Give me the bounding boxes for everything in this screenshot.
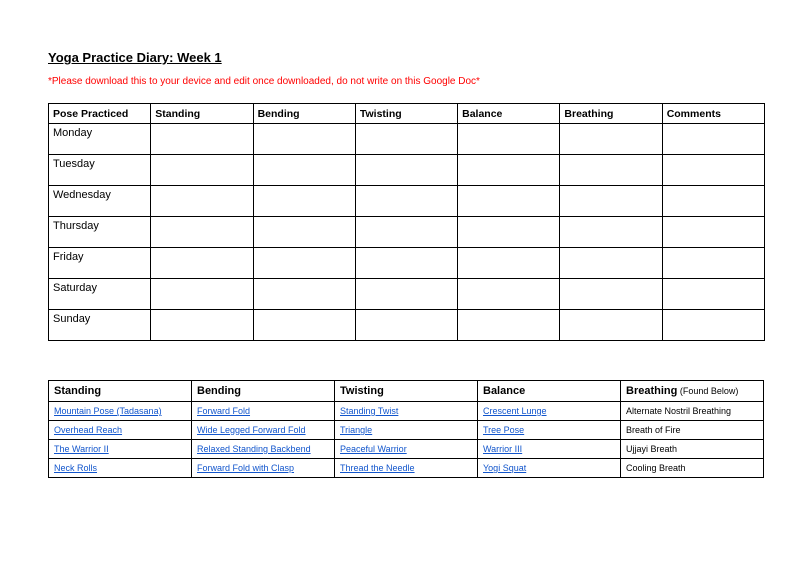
diary-col-header-twisting: Twisting bbox=[355, 104, 457, 124]
diary-entry-cell-saturday-breathing bbox=[560, 279, 662, 310]
pose-cell-the-warrior-ii bbox=[49, 440, 192, 459]
diary-col-header-comments: Comments bbox=[662, 104, 764, 124]
page-title: Yoga Practice Diary: Week 1 bbox=[48, 50, 222, 65]
pose-link-standing-twist[interactable]: Standing Twist bbox=[340, 406, 399, 416]
poses-header-label: Balance bbox=[483, 385, 526, 397]
breathing-item-cooling-breath: Cooling Breath bbox=[621, 459, 764, 478]
pose-link-relaxed-standing-backbend[interactable]: Relaxed Standing Backbend bbox=[197, 444, 311, 454]
pose-cell-forward-fold-with-clasp bbox=[192, 459, 335, 478]
diary-row-thursday bbox=[49, 217, 765, 248]
poses-col-header-standing bbox=[49, 381, 192, 402]
pose-link-triangle[interactable]: Triangle bbox=[340, 425, 373, 435]
diary-col-header-bending: Bending bbox=[253, 104, 355, 124]
diary-entry-cell-monday-twisting bbox=[355, 124, 457, 155]
day-label-tuesday: Tuesday bbox=[49, 155, 151, 186]
pose-link-wide-legged-forward-fold[interactable]: Wide Legged Forward Fold bbox=[197, 425, 306, 435]
day-label-thursday: Thursday bbox=[49, 217, 151, 248]
diary-entry-cell-thursday-breathing bbox=[560, 217, 662, 248]
diary-entry-cell-thursday-comments bbox=[662, 217, 764, 248]
diary-entry-cell-friday-comments bbox=[662, 248, 764, 279]
diary-entry-cell-tuesday-standing bbox=[151, 155, 253, 186]
pose-cell-triangle bbox=[335, 421, 478, 440]
diary-entry-cell-thursday-balance bbox=[458, 217, 560, 248]
pose-cell-tree-pose bbox=[478, 421, 621, 440]
pose-cell-warrior-iii bbox=[478, 440, 621, 459]
diary-entry-cell-friday-balance bbox=[458, 248, 560, 279]
diary-entry-cell-thursday-standing bbox=[151, 217, 253, 248]
diary-entry-cell-wednesday-balance bbox=[458, 186, 560, 217]
day-label-saturday: Saturday bbox=[49, 279, 151, 310]
diary-entry-cell-monday-breathing bbox=[560, 124, 662, 155]
diary-entry-cell-friday-standing bbox=[151, 248, 253, 279]
diary-entry-cell-monday-balance bbox=[458, 124, 560, 155]
pose-link-yogi-squat[interactable]: Yogi Squat bbox=[483, 463, 527, 473]
poses-header-row bbox=[49, 381, 764, 402]
poses-row-4 bbox=[49, 459, 764, 478]
diary-entry-cell-friday-breathing bbox=[560, 248, 662, 279]
poses-row-3 bbox=[49, 440, 764, 459]
weekly-diary-table bbox=[48, 103, 765, 341]
diary-entry-cell-tuesday-bending bbox=[253, 155, 355, 186]
diary-entry-cell-saturday-comments bbox=[662, 279, 764, 310]
diary-entry-cell-tuesday-balance bbox=[458, 155, 560, 186]
diary-entry-cell-tuesday-twisting bbox=[355, 155, 457, 186]
diary-entry-cell-friday-bending bbox=[253, 248, 355, 279]
diary-entry-cell-thursday-twisting bbox=[355, 217, 457, 248]
diary-entry-cell-saturday-standing bbox=[151, 279, 253, 310]
pose-link-peaceful-warrior[interactable]: Peaceful Warrior bbox=[340, 444, 407, 454]
breathing-item-breath-of-fire: Breath of Fire bbox=[621, 421, 764, 440]
pose-cell-forward-fold bbox=[192, 402, 335, 421]
poses-header-label: Standing bbox=[54, 385, 102, 397]
day-label-wednesday: Wednesday bbox=[49, 186, 151, 217]
diary-row-saturday bbox=[49, 279, 765, 310]
pose-cell-neck-rolls bbox=[49, 459, 192, 478]
poses-col-header-bending bbox=[192, 381, 335, 402]
diary-entry-cell-wednesday-breathing bbox=[560, 186, 662, 217]
pose-link-overhead-reach[interactable]: Overhead Reach bbox=[54, 425, 123, 435]
pose-link-forward-fold[interactable]: Forward Fold bbox=[197, 406, 251, 416]
diary-header-row bbox=[49, 104, 765, 124]
pose-link-crescent-lunge[interactable]: Crescent Lunge bbox=[483, 406, 547, 416]
diary-col-header-balance: Balance bbox=[458, 104, 560, 124]
diary-entry-cell-wednesday-standing bbox=[151, 186, 253, 217]
pose-link-warrior-iii[interactable]: Warrior III bbox=[483, 444, 523, 454]
poses-header-label: Breathing bbox=[626, 385, 678, 397]
poses-header-label: Twisting bbox=[340, 385, 384, 397]
pose-link-tree-pose[interactable]: Tree Pose bbox=[483, 425, 525, 435]
diary-entry-cell-friday-twisting bbox=[355, 248, 457, 279]
pose-cell-overhead-reach bbox=[49, 421, 192, 440]
pose-library-table bbox=[48, 380, 764, 478]
pose-link-the-warrior-ii[interactable]: The Warrior II bbox=[54, 444, 109, 454]
download-notice: *Please download this to your device and edit once downloaded, do not write on this Google Doc* bbox=[48, 76, 480, 87]
pose-cell-thread-the-needle bbox=[335, 459, 478, 478]
diary-row-sunday bbox=[49, 310, 765, 341]
diary-entry-cell-sunday-standing bbox=[151, 310, 253, 341]
diary-col-header-breathing: Breathing bbox=[560, 104, 662, 124]
pose-link-neck-rolls[interactable]: Neck Rolls bbox=[54, 463, 98, 473]
diary-col-header-standing: Standing bbox=[151, 104, 253, 124]
diary-row-friday bbox=[49, 248, 765, 279]
day-label-monday: Monday bbox=[49, 124, 151, 155]
diary-row-monday bbox=[49, 124, 765, 155]
diary-entry-cell-sunday-bending bbox=[253, 310, 355, 341]
pose-cell-yogi-squat bbox=[478, 459, 621, 478]
diary-entry-cell-tuesday-breathing bbox=[560, 155, 662, 186]
diary-row-wednesday bbox=[49, 186, 765, 217]
pose-cell-mountain-pose-tadasana bbox=[49, 402, 192, 421]
day-label-sunday: Sunday bbox=[49, 310, 151, 341]
poses-col-header-twisting bbox=[335, 381, 478, 402]
diary-entry-cell-sunday-twisting bbox=[355, 310, 457, 341]
diary-entry-cell-saturday-bending bbox=[253, 279, 355, 310]
diary-entry-cell-thursday-bending bbox=[253, 217, 355, 248]
diary-entry-cell-sunday-comments bbox=[662, 310, 764, 341]
pose-cell-wide-legged-forward-fold bbox=[192, 421, 335, 440]
diary-entry-cell-monday-comments bbox=[662, 124, 764, 155]
diary-entry-cell-monday-bending bbox=[253, 124, 355, 155]
diary-entry-cell-wednesday-bending bbox=[253, 186, 355, 217]
poses-col-header-breathing bbox=[621, 381, 764, 402]
diary-entry-cell-saturday-twisting bbox=[355, 279, 457, 310]
diary-entry-cell-sunday-breathing bbox=[560, 310, 662, 341]
pose-cell-relaxed-standing-backbend bbox=[192, 440, 335, 459]
pose-link-mountain-pose-tadasana[interactable]: Mountain Pose (Tadasana) bbox=[54, 406, 162, 416]
day-label-friday: Friday bbox=[49, 248, 151, 279]
pose-link-forward-fold-with-clasp[interactable]: Forward Fold with Clasp bbox=[197, 463, 295, 473]
poses-row-1 bbox=[49, 402, 764, 421]
diary-entry-cell-tuesday-comments bbox=[662, 155, 764, 186]
diary-row-tuesday bbox=[49, 155, 765, 186]
pose-cell-crescent-lunge bbox=[478, 402, 621, 421]
poses-row-2 bbox=[49, 421, 764, 440]
diary-entry-cell-sunday-balance bbox=[458, 310, 560, 341]
found-below-note: (Found Below) bbox=[677, 386, 739, 396]
poses-col-header-balance bbox=[478, 381, 621, 402]
poses-header-label: Bending bbox=[197, 385, 241, 397]
pose-cell-standing-twist bbox=[335, 402, 478, 421]
diary-col-header-pose-practiced: Pose Practiced bbox=[49, 104, 151, 124]
diary-entry-cell-wednesday-twisting bbox=[355, 186, 457, 217]
breathing-item-alternate-nostril-breathing: Alternate Nostril Breathing bbox=[621, 402, 764, 421]
pose-link-thread-the-needle[interactable]: Thread the Needle bbox=[340, 463, 415, 473]
pose-cell-peaceful-warrior bbox=[335, 440, 478, 459]
diary-entry-cell-saturday-balance bbox=[458, 279, 560, 310]
diary-entry-cell-monday-standing bbox=[151, 124, 253, 155]
breathing-item-ujjayi-breath: Ujjayi Breath bbox=[621, 440, 764, 459]
diary-entry-cell-wednesday-comments bbox=[662, 186, 764, 217]
